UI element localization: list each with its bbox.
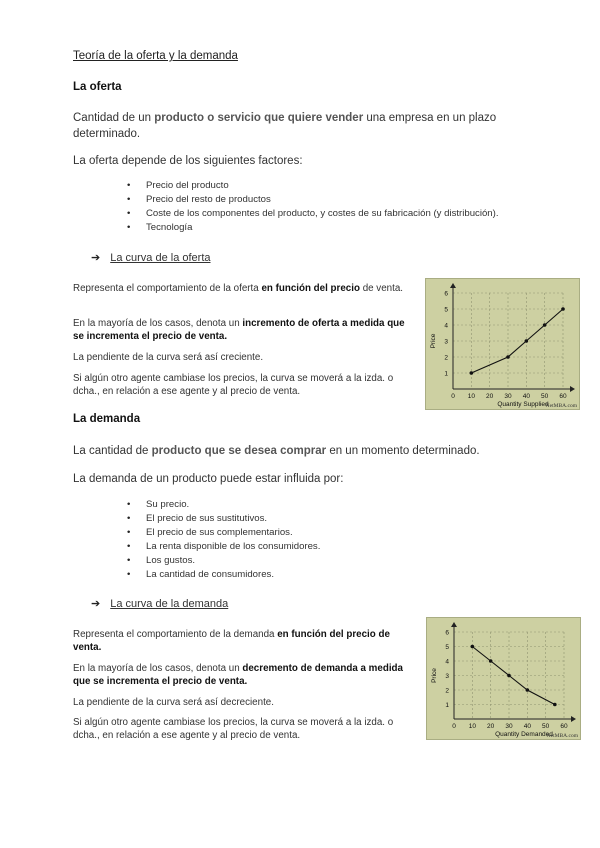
demanda-factors-list <box>127 498 527 582</box>
demanda-definition: La cantidad de producto que se desea comprar en un momento determinado. <box>73 445 480 457</box>
x-tick-label: 20 <box>487 723 495 730</box>
demanda-paragraph-1: Representa el comportamiento de la demanda en función del precio de venta. <box>73 629 390 653</box>
y-tick-label: 3 <box>444 338 448 346</box>
y-tick-label: 5 <box>445 644 449 651</box>
list-item: • Tecnología <box>127 221 577 235</box>
y-tick-label: 5 <box>444 306 448 314</box>
demanda-factors-intro: La demanda de un producto puede estar influida por: <box>73 473 344 485</box>
x-tick-label: 50 <box>542 723 550 730</box>
oferta-factors-intro: La oferta depende de los siguientes factores: <box>73 155 303 167</box>
oferta-factors-list <box>127 179 577 235</box>
data-point <box>471 645 475 649</box>
x-tick-label: 60 <box>559 393 567 400</box>
data-point <box>553 703 557 707</box>
x-axis-label: Quantity Supplied <box>497 401 549 408</box>
x-tick-label: 10 <box>468 723 476 730</box>
data-point <box>561 307 565 311</box>
x-tick-label: 20 <box>486 393 494 400</box>
y-tick-label: 4 <box>444 322 448 330</box>
y-axis-arrow <box>451 622 457 627</box>
data-point <box>470 371 474 375</box>
list-item: • La renta disponible de los consumidores. <box>127 540 527 554</box>
data-point <box>543 323 547 327</box>
data-point <box>489 659 493 663</box>
y-tick-label: 3 <box>445 673 449 680</box>
watermark: NetMBA.com <box>546 733 578 739</box>
list-item: • Precio del resto de productos <box>127 193 577 207</box>
x-tick-label: 60 <box>560 723 568 730</box>
y-tick-label: 1 <box>444 370 448 378</box>
x-tick-label: 40 <box>523 723 531 730</box>
x-tick-label: 30 <box>504 393 512 400</box>
demanda-paragraph-3: La pendiente de la curva será así decreciente. <box>73 697 274 708</box>
x-axis-label: Quantity Demanded <box>495 731 553 738</box>
oferta-curve-subheading: ➔ La curva de la oferta <box>91 252 211 264</box>
y-tick-label: 6 <box>444 290 448 298</box>
x-tick-label: 50 <box>541 393 549 400</box>
oferta-paragraph-1: Representa el comportamiento de la oferta en función del precio de venta. <box>73 283 403 294</box>
supply-chart <box>425 278 580 410</box>
document-title: Teoría de la oferta y la demanda <box>73 50 238 62</box>
demanda-paragraph-2: En la mayoría de los casos, denota un decremento de demanda a medida que se incrementa el precio de venta. <box>73 663 403 687</box>
demanda-paragraph-4: Si algún otro agente cambiase los precios, la curva se moverá a la izda. o dcha., en relación a ese agente y al precio de venta. <box>73 717 394 741</box>
y-tick-label: 6 <box>445 629 449 637</box>
x-tick-label: 30 <box>505 723 513 730</box>
data-point <box>507 674 511 678</box>
oferta-paragraph-3: La pendiente de la curva será así creciente. <box>73 352 264 363</box>
demand-chart-svg <box>427 618 580 739</box>
y-axis-label: Price <box>430 333 437 349</box>
watermark: NetMBA.com <box>545 403 577 409</box>
list-item: • Precio del producto <box>127 179 577 193</box>
list-item: • La cantidad de consumidores. <box>127 568 527 582</box>
y-tick-label: 2 <box>444 354 448 362</box>
arrow-right-icon: ➔ <box>91 252 101 264</box>
list-item: • El precio de sus sustitutivos. <box>127 512 527 526</box>
y-tick-label: 4 <box>445 658 449 666</box>
data-point <box>506 355 510 359</box>
demand-chart <box>426 617 581 740</box>
list-item: • Los gustos. <box>127 554 527 568</box>
oferta-paragraph-2: En la mayoría de los casos, denota un incremento de oferta a medida que se incrementa el precio de venta. <box>73 318 405 342</box>
x-tick-label: 40 <box>522 393 530 400</box>
data-point <box>525 339 529 343</box>
supply-chart-svg <box>426 279 579 409</box>
x-tick-label: 0 <box>451 393 455 400</box>
y-axis-label: Price <box>431 668 438 683</box>
demanda-curve-subheading: ➔ La curva de la demanda <box>91 598 229 610</box>
x-axis-arrow <box>570 386 575 392</box>
oferta-paragraph-4: Si algún otro agente cambiase los precios, la curva se moverá a la izda. o dcha., en relación a ese agente y al precio de venta. <box>73 373 394 397</box>
data-point <box>526 688 530 692</box>
list-item: • Coste de los componentes del producto, y costes de su fabricación (y distribución). <box>127 207 577 221</box>
y-axis-arrow <box>450 283 456 288</box>
x-axis-arrow <box>571 716 576 722</box>
y-tick-label: 1 <box>445 702 449 709</box>
list-item: • El precio de sus complementarios. <box>127 526 527 540</box>
x-tick-label: 10 <box>467 393 475 400</box>
oferta-definition: Cantidad de un producto o servicio que quiere vender una empresa en un plazo determinado. <box>73 112 497 140</box>
arrow-right-icon: ➔ <box>91 598 101 610</box>
section-heading-oferta: La oferta <box>73 81 122 93</box>
x-tick-label: 0 <box>452 723 456 730</box>
section-heading-demanda: La demanda <box>73 413 141 425</box>
list-item: • Su precio. <box>127 498 527 512</box>
y-tick-label: 2 <box>445 687 449 695</box>
